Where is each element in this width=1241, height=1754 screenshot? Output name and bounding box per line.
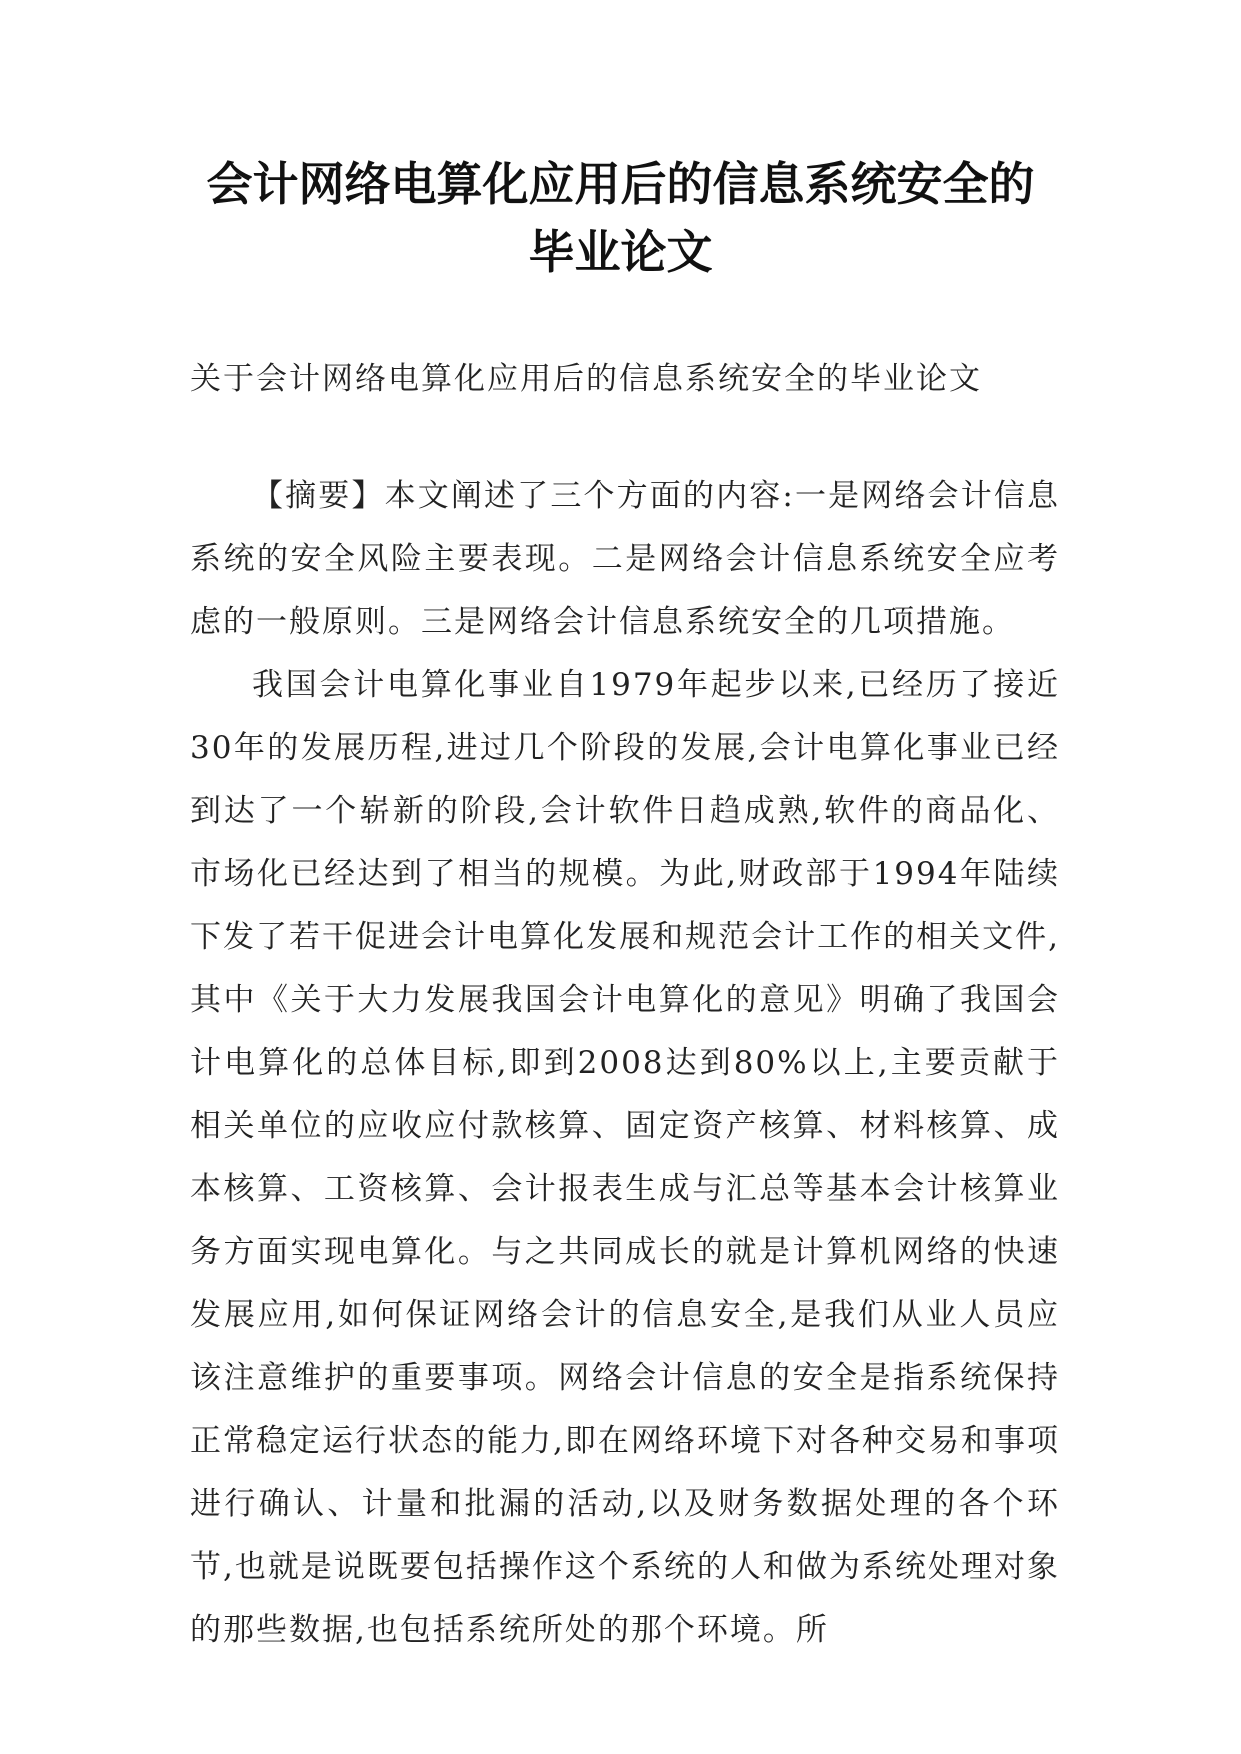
body-paragraph: 我国会计电算化事业自1979年起步以来,已经历了接近30年的发展历程,进过几个阶段的发展,会计电算化事业已经到达了一个崭新的阶段,会计软件日趋成熟,软件的商品化、市场化已经达到了相当的规模。为此,财政部于1994年陆续下发了若干促进会计电算化发展和规范会计工作的相关文件,其中《关于大力发展我国会计电算化的意见》明确了我国会计电算化的总体目标,即到2008达到80%以上,主要贡献于相关单位的应收应付款核算、固定资产核算、材料核算、成本核算、工资核算、会计报表生成与汇总等基本会计核算业务方面实现电算化。与之共同成长的就是计算机网络的快速发展应用,如何保证网络会计的信息安全,是我们从业人员应该注意维护的重要事项。网络会计信息的安全是指系统保持正常稳定运行状态的能力,即在网络环境下对各种交易和事项进行确认、计量和批漏的活动,以及财务数据处理的各个环节,也就是说既要包括操作这个系统的人和做为系统处理对象的那些数据,也包括系统所处的那个环境。所 bbox=[190, 667, 1060, 1648]
document-subtitle: 关于会计网络电算化应用后的信息系统安全的毕业论文 bbox=[190, 361, 982, 397]
document-title bbox=[150, 150, 1091, 286]
title-line-1: 会计网络电算化应用后的信息系统安全的 bbox=[206, 157, 1035, 211]
abstract-paragraph: 【摘要】本文阐述了三个方面的内容:一是网络会计信息系统的安全风险主要表现。二是网络会计信息系统安全应考虑的一般原则。三是网络会计信息系统安全的几项措施。 bbox=[190, 478, 1060, 640]
title-line-2: 毕业论文 bbox=[528, 225, 713, 279]
